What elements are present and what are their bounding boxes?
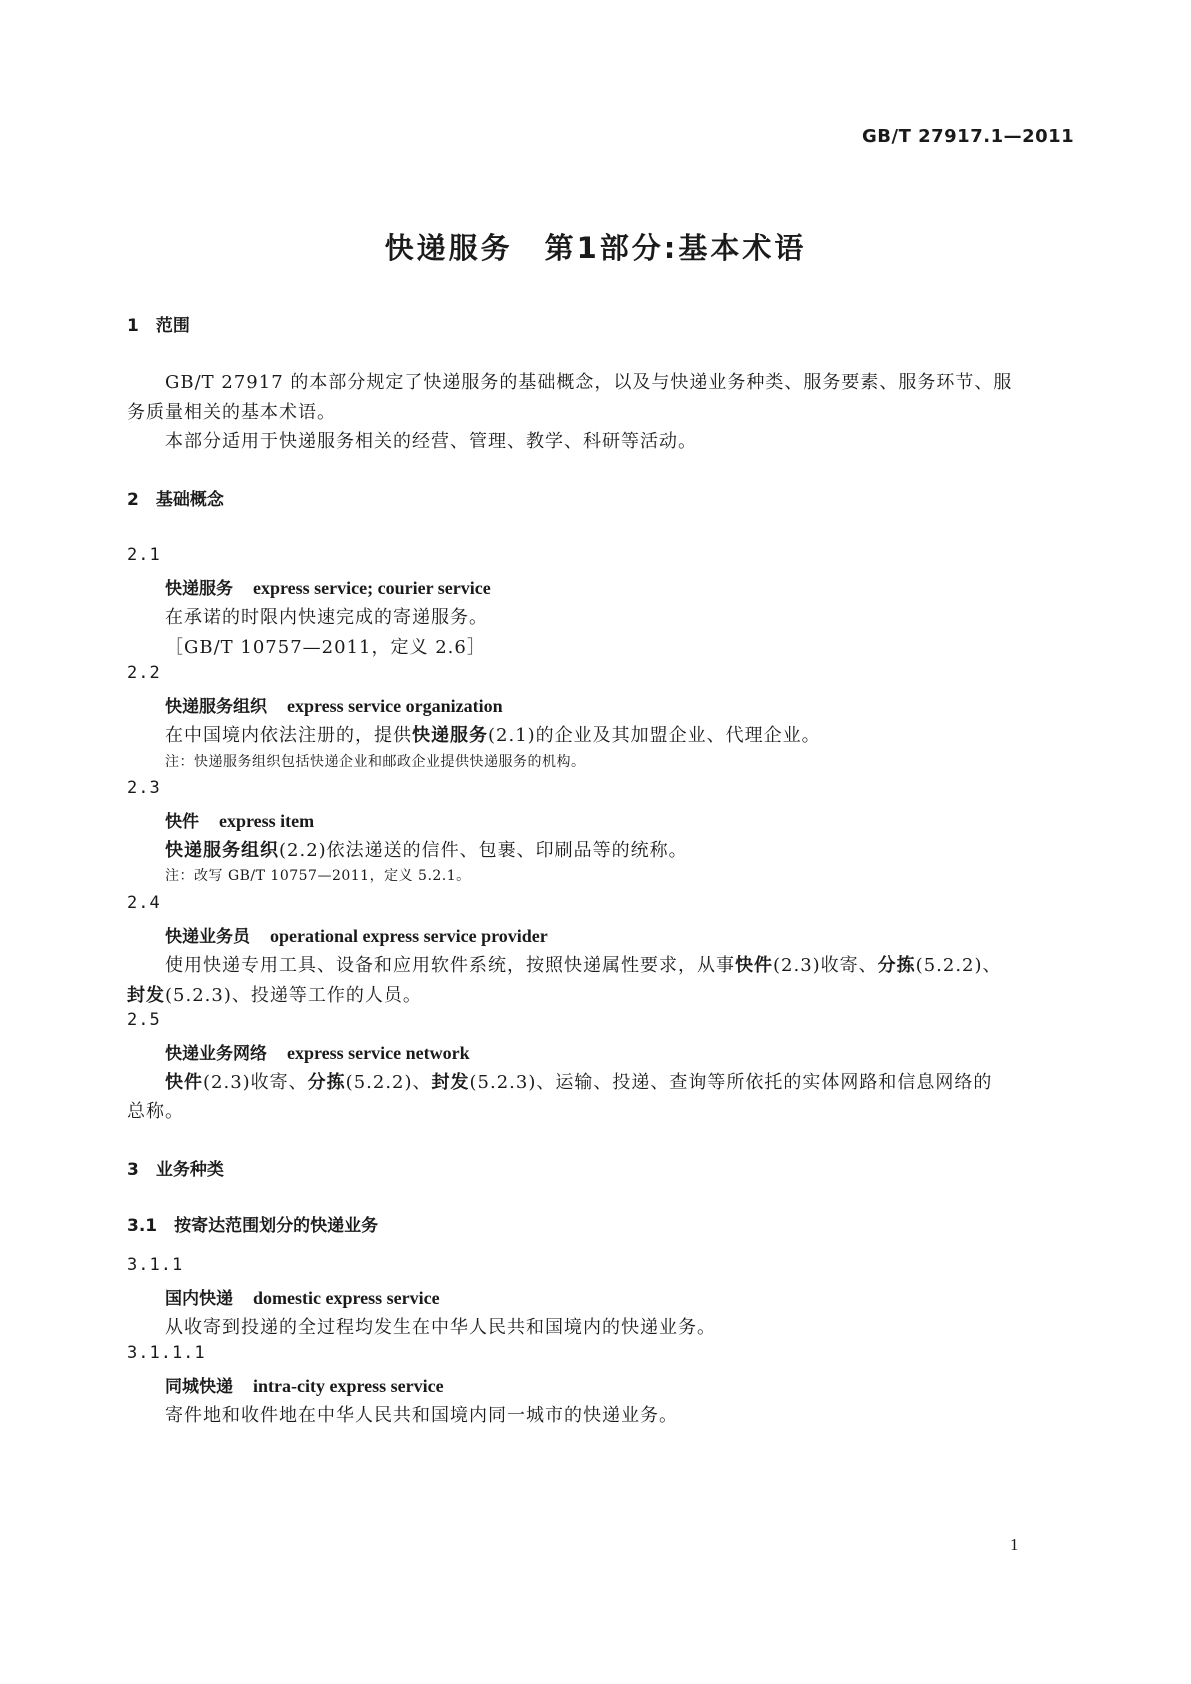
def-text: (2.1)的企业及其加盟企业、代理企业。 bbox=[488, 725, 821, 746]
def-text: (5.2.2)、 bbox=[915, 955, 1002, 976]
term-en: express service; courier service bbox=[253, 578, 491, 598]
term-number: 2.3 bbox=[127, 778, 161, 798]
term-definition-line-2: 总称。 bbox=[127, 1101, 184, 1122]
def-text: (2.3)收寄、 bbox=[203, 1072, 308, 1093]
cross-ref-term: 快件 bbox=[165, 1072, 203, 1093]
section-1-para-1-line-2: 务质量相关的基本术语。 bbox=[127, 402, 336, 423]
term-definition-line-1 bbox=[165, 1068, 992, 1094]
cross-ref-term: 快递服务组织 bbox=[165, 840, 279, 861]
term-zh: 国内快递 bbox=[165, 1289, 233, 1309]
term-entry bbox=[165, 807, 314, 832]
def-text: 在中国境内依法注册的，提供 bbox=[165, 725, 412, 746]
term-en: express item bbox=[219, 811, 315, 831]
term-en: express service network bbox=[287, 1043, 470, 1063]
standard-number: GB/T 27917.1—2011 bbox=[862, 126, 1075, 147]
term-entry bbox=[165, 1039, 470, 1064]
cross-ref-term: 封发 bbox=[431, 1072, 470, 1093]
def-text: (5.2.3)、投递等工作的人员。 bbox=[165, 985, 422, 1006]
term-en: operational express service provider bbox=[270, 926, 548, 946]
term-definition: 寄件地和收件地在中华人民共和国境内同一城市的快递业务。 bbox=[165, 1405, 678, 1426]
cross-ref-term: 快件 bbox=[735, 955, 773, 976]
term-entry bbox=[165, 574, 491, 599]
term-zh: 快递服务 bbox=[165, 579, 233, 599]
term-definition: 在承诺的时限内快速完成的寄递服务。 bbox=[165, 607, 488, 628]
section-1-para-1-line-1: GB/T 27917 的本部分规定了快递服务的基础概念，以及与快递业务种类、服务要素、服务环节、服 bbox=[165, 372, 1013, 393]
term-number: 3.1.1.1 bbox=[127, 1343, 206, 1363]
subsection-3-1-heading: 3.1 按寄达范围划分的快递业务 bbox=[127, 1216, 379, 1236]
term-en: domestic express service bbox=[253, 1288, 440, 1308]
term-number: 2.1 bbox=[127, 545, 161, 565]
term-note: 注：快递服务组织包括快递企业和邮政企业提供快递服务的机构。 bbox=[165, 754, 586, 770]
cross-ref-term: 封发 bbox=[127, 985, 165, 1006]
page-title: 快递服务 第1部分:基本术语 bbox=[384, 231, 807, 265]
term-zh: 快递业务网络 bbox=[165, 1044, 267, 1064]
term-definition bbox=[165, 836, 688, 862]
term-note: 注：改写 GB/T 10757—2011，定义 5.2.1。 bbox=[165, 868, 471, 884]
term-number: 2.5 bbox=[127, 1010, 161, 1030]
def-text: (5.2.3)、运输、投递、查询等所依托的实体网路和信息网络的 bbox=[469, 1072, 993, 1093]
cross-ref-term: 分拣 bbox=[877, 955, 916, 976]
term-number: 2.2 bbox=[127, 663, 161, 683]
section-3-heading: 3 业务种类 bbox=[127, 1160, 224, 1180]
term-entry bbox=[165, 1372, 444, 1397]
term-definition-line-2 bbox=[127, 981, 422, 1007]
term-entry bbox=[165, 1284, 440, 1309]
term-zh: 快递服务组织 bbox=[165, 697, 267, 717]
term-entry bbox=[165, 922, 548, 947]
term-zh: 快递业务员 bbox=[165, 927, 250, 947]
term-definition-line-1 bbox=[165, 951, 1002, 977]
def-text: (2.3)收寄、 bbox=[773, 955, 878, 976]
def-text: (2.2)依法递送的信件、包裹、印刷品等的统称。 bbox=[279, 840, 688, 861]
def-text: (5.2.2)、 bbox=[345, 1072, 432, 1093]
section-1-para-2: 本部分适用于快递服务相关的经营、管理、教学、科研等活动。 bbox=[165, 431, 697, 452]
def-text: 使用快递专用工具、设备和应用软件系统，按照快递属性要求，从事 bbox=[165, 955, 735, 976]
term-zh: 同城快递 bbox=[165, 1377, 233, 1397]
term-reference: ［GB/T 10757—2011，定义 2.6］ bbox=[165, 637, 486, 658]
term-definition bbox=[165, 721, 821, 747]
section-2-heading: 2 基础概念 bbox=[127, 490, 224, 510]
section-1-heading: 1 范围 bbox=[127, 316, 190, 336]
term-number: 3.1.1 bbox=[127, 1255, 184, 1275]
term-entry bbox=[165, 692, 503, 717]
term-number: 2.4 bbox=[127, 893, 161, 913]
term-en: express service organization bbox=[287, 696, 503, 716]
term-definition: 从收寄到投递的全过程均发生在中华人民共和国境内的快递业务。 bbox=[165, 1317, 716, 1338]
cross-ref-term: 分拣 bbox=[307, 1072, 346, 1093]
term-zh: 快件 bbox=[165, 812, 199, 832]
term-en: intra-city express service bbox=[253, 1376, 444, 1396]
page-number: 1 bbox=[1010, 1535, 1019, 1554]
cross-ref-term: 快递服务 bbox=[412, 725, 488, 746]
